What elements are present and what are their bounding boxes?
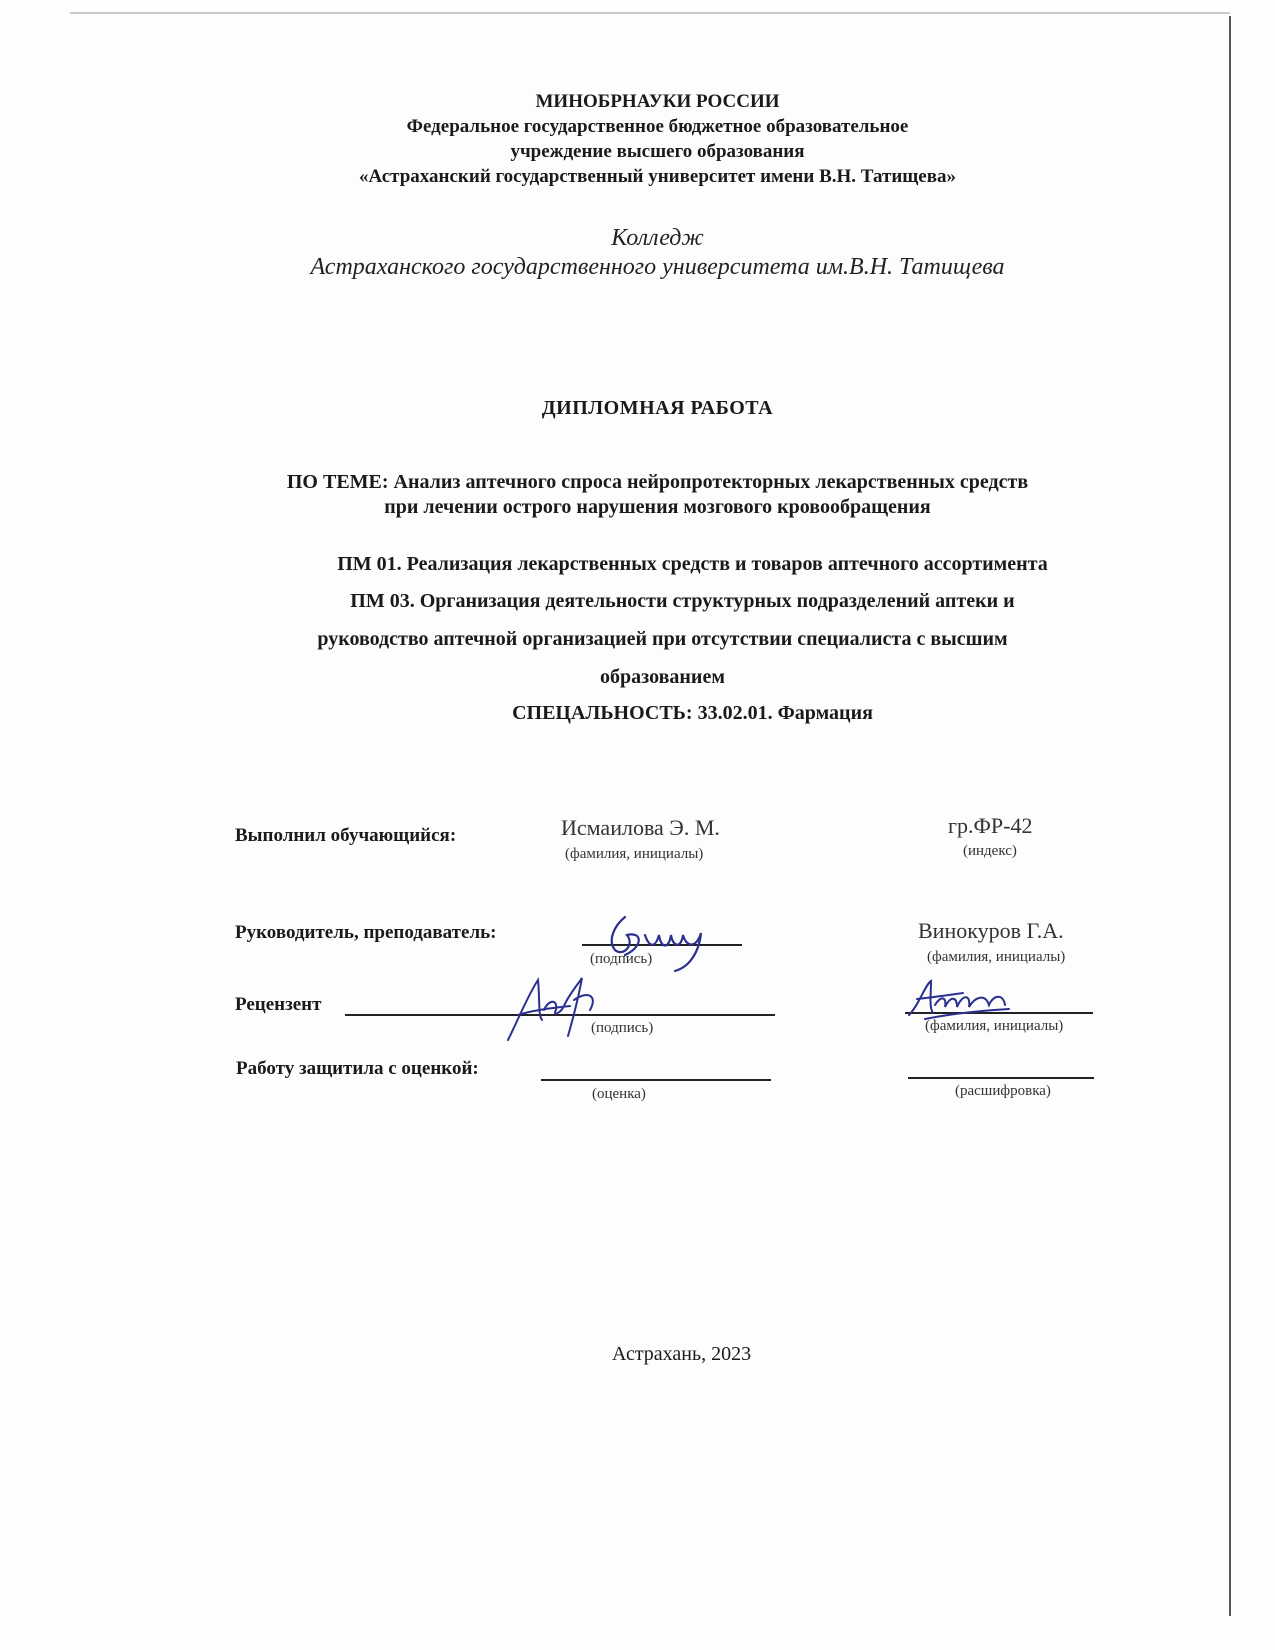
group-index: гр.ФР-42 (948, 813, 1033, 838)
city-year: Астрахань, 2023 (612, 1343, 752, 1365)
college-line-1: Колледж (611, 225, 704, 251)
org-line-2: учреждение высшего образования (510, 141, 805, 162)
supervisor-name: Винокуров Г.А. (918, 918, 1064, 943)
pm-03-line-2: руководство аптечной организацией при отсутствии специалиста с высшим (317, 628, 1008, 650)
student-name: Исмаилова Э. М. (561, 815, 720, 840)
college-line-2: Астраханского государственного университета им.В.Н. Татищева (310, 254, 1005, 280)
theme-line-1: ПО ТЕМЕ: Анализ аптечного спроса нейропротекторных лекарственных средств (286, 471, 1029, 493)
pm-01: ПМ 01. Реализация лекарственных средств и товаров аптечного ассортимента (337, 553, 1048, 575)
reviewer-name-caption: (фамилия, инициалы) (925, 1018, 1064, 1034)
reviewer-signature (498, 970, 608, 1045)
supervisor-label: Руководитель, преподаватель: (235, 922, 497, 943)
org-line-3: «Астраханский государственный университет имени В.Н. Татищева» (358, 166, 956, 187)
reviewer-name-signature (905, 975, 1015, 1025)
supervisor-sign-caption: (подпись) (590, 951, 653, 967)
reviewer-sign-caption: (подпись) (591, 1020, 654, 1036)
defense-label: Работу защитила с оценкой: (236, 1058, 479, 1079)
org-line-1: Федеральное государственное бюджетное образовательное (406, 116, 909, 137)
reviewer-label: Рецензент (235, 994, 322, 1015)
supervisor-name-caption: (фамилия, инициалы) (927, 949, 1066, 965)
ministry-name: МИНОБРНАУКИ РОССИИ (535, 91, 780, 112)
group-caption: (индекс) (963, 843, 1017, 859)
supervisor-signature (585, 905, 725, 975)
specialty: СПЕЦАЛЬНОСТЬ: 33.02.01. Фармация (512, 702, 873, 724)
theme-line-2: при лечении острого нарушения мозгового кровообращения (384, 496, 931, 518)
grade-caption: (оценка) (592, 1086, 646, 1102)
pm-03-line-1: ПМ 03. Организация деятельности структурных подразделений аптеки и (350, 590, 1015, 612)
decode-caption: (расшифровка) (955, 1083, 1051, 1099)
student-name-caption: (фамилия, инициалы) (565, 846, 704, 862)
decode-line (908, 1077, 1094, 1079)
grade-line (541, 1079, 771, 1081)
student-label: Выполнил обучающийся: (235, 825, 457, 846)
pm-03-line-3: образованием (600, 666, 725, 688)
work-title: ДИПЛОМНАЯ РАБОТА (541, 397, 774, 419)
scan-top-edge (70, 12, 1230, 14)
